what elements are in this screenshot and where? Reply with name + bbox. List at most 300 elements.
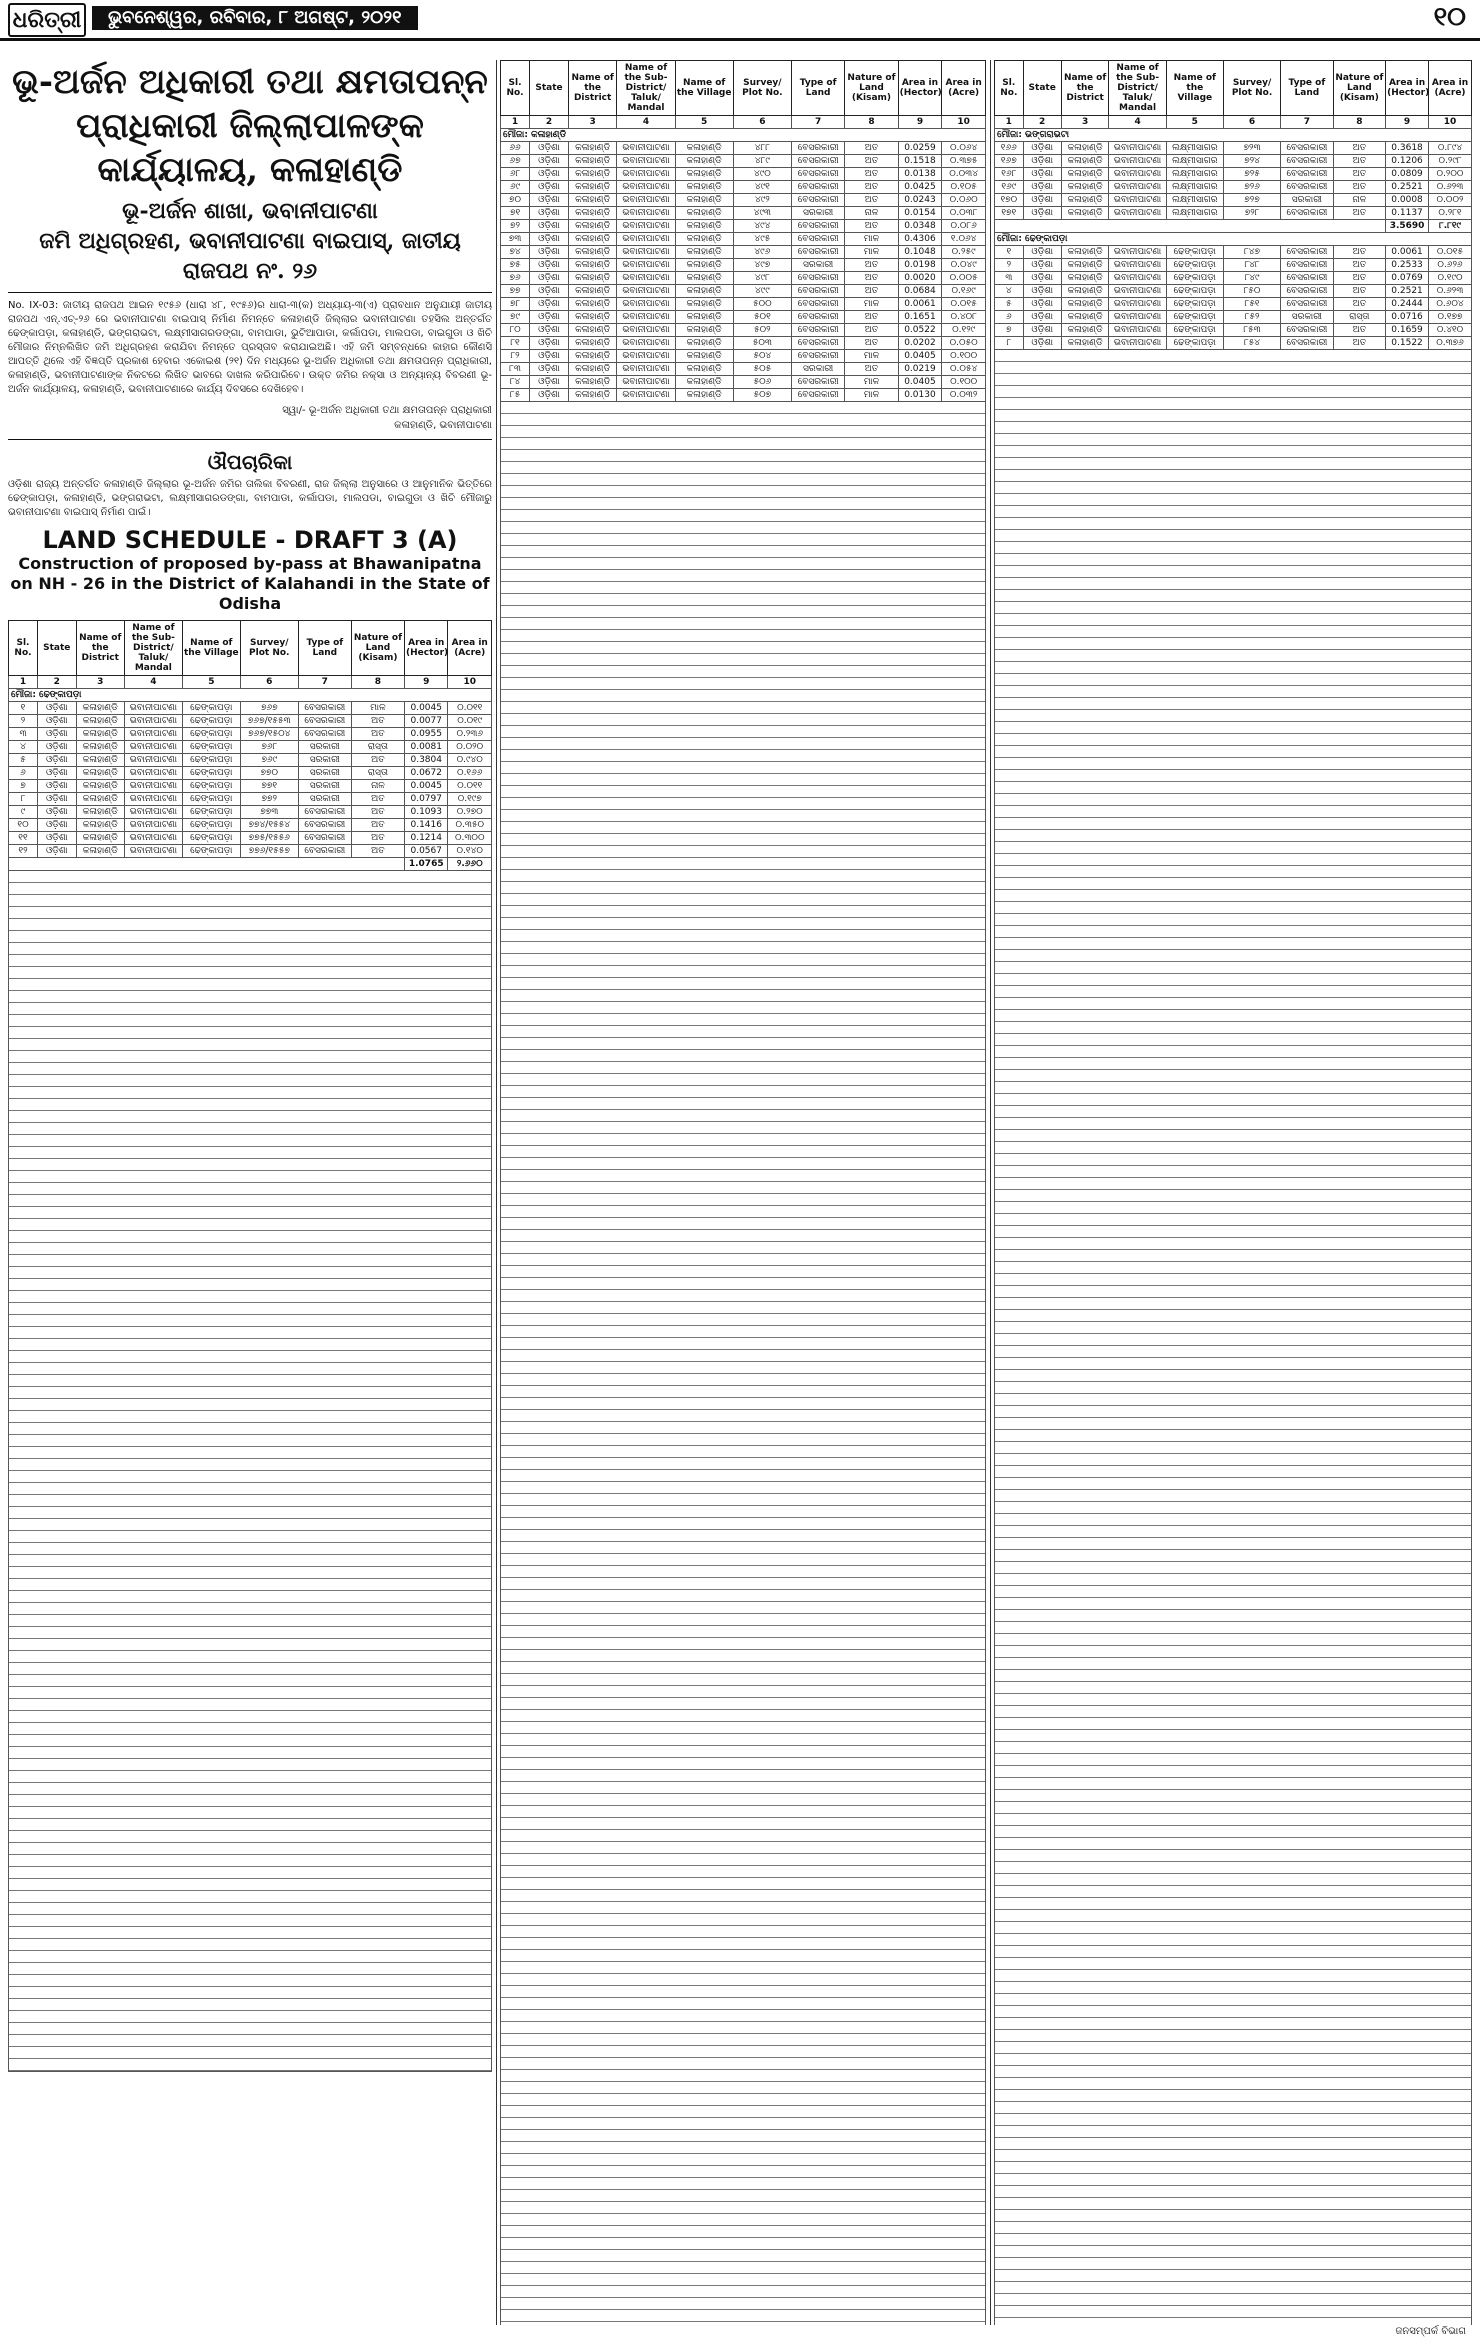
table-cell: ୮୨	[501, 350, 530, 363]
table-cell: ଢେଙ୍କାପଡ଼ା	[1166, 324, 1223, 337]
table-cell: ବେସରକାରୀ	[1281, 272, 1333, 285]
table-cell: ଓଡ଼ିଶା	[530, 350, 569, 363]
table-cell: 1.0765	[405, 858, 448, 871]
column-header: Nature of Land (Kisam)	[845, 61, 898, 116]
table-cell: 10	[942, 116, 986, 129]
table-cell: ବେସରକାରୀ	[791, 350, 844, 363]
table-cell: ଅତ	[845, 337, 898, 350]
table-cell: 0.2521	[1386, 181, 1429, 194]
table-cell: ଅତ	[1333, 181, 1385, 194]
table-cell: ଭବାନୀପାଟଣା	[617, 298, 675, 311]
table-cell: ମାଳ	[845, 389, 898, 402]
table-continuation	[8, 871, 492, 2072]
table-cell: ୯	[9, 806, 38, 819]
table-cell: ବେସରକାରୀ	[791, 220, 844, 233]
table-cell: ୪୯୩	[733, 207, 791, 220]
table-cell: ଭବାନୀପାଟଣା	[124, 793, 182, 806]
table-cell: ବେସରକାରୀ	[1281, 168, 1333, 181]
table-cell: ୦.୧୬୯	[942, 285, 986, 298]
table-cell: ବେସରକାରୀ	[298, 832, 351, 845]
table-cell: ୮୪୮	[1223, 259, 1280, 272]
table-cell: 9	[898, 116, 942, 129]
table-cell: ଓଡ଼ିଶା	[1023, 285, 1061, 298]
column-header: Nature of Land (Kisam)	[1333, 61, 1385, 116]
village-heading-row	[995, 129, 1472, 142]
table-cell: ଓଡ଼ିଶା	[1023, 298, 1061, 311]
table-cell: 3	[76, 676, 124, 689]
table-cell: କଳାହାଣ୍ଡି	[675, 259, 733, 272]
table-continuation	[994, 350, 1472, 2325]
table-cell: ୬୬	[501, 142, 530, 155]
table-cell: ଢେଙ୍କାପଡ଼ା	[182, 806, 240, 819]
table-cell: କଳାହାଣ୍ଡି	[1061, 207, 1109, 220]
table-cell: ଅତ	[1333, 207, 1385, 220]
table-row	[995, 181, 1472, 194]
table-cell: ବେସରକାରୀ	[791, 376, 844, 389]
table-row	[501, 285, 986, 298]
table-cell: 0.1137	[1386, 207, 1429, 220]
table-cell: ୭୭୪/୧୫୫୪	[240, 819, 298, 832]
notice-signature: ସ୍ୱା/- ଭୂ-ଅର୍ଜନ ଅଧିକାରୀ ତଥା କ୍ଷମତାପନ୍ନ ପ୍ରାଧିକାରୀ କଳାହାଣ୍ଡି, ଭବାନୀପାଟଣା	[282, 405, 492, 431]
table-cell: ବେସରକାରୀ	[1281, 246, 1333, 259]
table-cell: କଳାହାଣ୍ଡି	[76, 728, 124, 741]
column-header: Sl. No.	[9, 621, 38, 676]
table-cell: ୪୯୮	[733, 272, 791, 285]
table-cell: ବେସରକାରୀ	[1281, 337, 1333, 350]
table-cell: ଓଡ଼ିଶା	[1023, 181, 1061, 194]
table-cell: ଭବାନୀପାଟଣା	[1109, 142, 1166, 155]
table-row	[501, 350, 986, 363]
table-cell: ଢେଙ୍କାପଡ଼ା	[1166, 337, 1223, 350]
table-cell: କଳାହାଣ୍ଡି	[1061, 246, 1109, 259]
table-cell: କଳାହାଣ୍ଡି	[568, 246, 617, 259]
table-cell: 0.1093	[405, 806, 448, 819]
table-cell: ଓଡ଼ିଶା	[37, 780, 76, 793]
table-cell: ୪	[995, 285, 1024, 298]
divider	[8, 292, 492, 293]
table-cell: 7	[1281, 116, 1333, 129]
table-cell: ୦.୬୨୩	[1429, 285, 1472, 298]
table-cell: ୭୧	[501, 207, 530, 220]
table-cell: ୭୦	[501, 194, 530, 207]
table-cell: ଭବାନୀପାଟଣା	[124, 832, 182, 845]
table-cell: ୦.୦୧୧	[448, 780, 492, 793]
table-row	[995, 324, 1472, 337]
table-cell: ଓଡ଼ିଶା	[530, 181, 569, 194]
table-cell: ୫୦୧	[733, 311, 791, 324]
table-cell: ବେସରକାରୀ	[791, 389, 844, 402]
table-cell: ଓଡ଼ିଶା	[530, 168, 569, 181]
table-cell: ଓଡ଼ିଶା	[530, 337, 569, 350]
table-row	[9, 754, 492, 767]
table-cell: 0.1651	[898, 311, 942, 324]
column-header: Area in (Hector)	[405, 621, 448, 676]
newspaper-logo: ଧରିତ୍ରୀ	[8, 3, 86, 37]
table-row	[501, 246, 986, 259]
table-cell: ୬	[995, 311, 1024, 324]
table-cell: କଳାହାଣ୍ଡି	[675, 246, 733, 259]
table-cell: ଅତ	[1333, 168, 1385, 181]
table-cell: କଳାହାଣ୍ଡି	[568, 389, 617, 402]
table-cell: କଳାହାଣ୍ଡି	[568, 142, 617, 155]
table-row	[9, 832, 492, 845]
column-header: Type of Land	[791, 61, 844, 116]
table-row	[9, 845, 492, 858]
table-cell: ଢେଙ୍କାପଡ଼ା	[182, 780, 240, 793]
table-cell: 6	[1223, 116, 1280, 129]
column-header: Sl. No.	[501, 61, 530, 116]
table-cell: ଭବାନୀପାଟଣା	[1109, 207, 1166, 220]
table-cell: ୫୦୨	[733, 324, 791, 337]
table-cell: କଳାହାଣ୍ଡି	[1061, 337, 1109, 350]
table-cell: ୦.୧୦୦	[942, 350, 986, 363]
table-cell: ୩	[995, 272, 1024, 285]
table-cell: 0.0348	[898, 220, 942, 233]
table-cell: ଅତ	[845, 181, 898, 194]
table-cell: ୪୯୫	[733, 233, 791, 246]
table-row	[995, 246, 1472, 259]
table-cell: ଭବାନୀପାଟଣା	[617, 389, 675, 402]
table-cell: ୭୯	[501, 311, 530, 324]
table-cell: ୦.୦୧୫	[1429, 246, 1472, 259]
table-cell: ଢେଙ୍କାପଡ଼ା	[1166, 298, 1223, 311]
column-header: Name of the Village	[675, 61, 733, 116]
table-cell: ଭବାନୀପାଟଣା	[124, 741, 182, 754]
table-row	[995, 207, 1472, 220]
column-number-row	[995, 116, 1472, 129]
table-cell: ବେସରକାରୀ	[298, 845, 351, 858]
table-cell: ଓଡ଼ିଶା	[37, 832, 76, 845]
table-cell: ୬୯	[501, 181, 530, 194]
table-cell: ବେସରକାରୀ	[791, 285, 844, 298]
table-row	[995, 337, 1472, 350]
table-cell: ୭୭୨	[240, 793, 298, 806]
newspaper-header	[0, 0, 1480, 41]
table-row	[995, 311, 1472, 324]
table-cell: ୬୭	[501, 155, 530, 168]
table-row	[501, 259, 986, 272]
table-cell: ୦.୩୭୬	[1429, 337, 1472, 350]
table-cell: ବେସରକାରୀ	[791, 155, 844, 168]
table-cell: ଓଡ଼ିଶା	[1023, 142, 1061, 155]
table-cell: ଓଡ଼ିଶା	[37, 715, 76, 728]
table-cell: ଢେଙ୍କାପଡ଼ା	[182, 728, 240, 741]
table-cell: ୦.୧୯୦	[1429, 272, 1472, 285]
table-cell: ଭବାନୀପାଟଣା	[124, 715, 182, 728]
table-cell: ୭୩	[501, 233, 530, 246]
table-cell: ଭବାନୀପାଟଣା	[124, 728, 182, 741]
table-cell: ଓଡ଼ିଶା	[1023, 311, 1061, 324]
table-cell: ୭୭୫/୧୫୫୬	[240, 832, 298, 845]
table-cell: ୫୦୬	[733, 376, 791, 389]
table-cell: ୭୭	[501, 285, 530, 298]
table-cell: ମାଳ	[845, 233, 898, 246]
table-cell: 0.1206	[1386, 155, 1429, 168]
table-cell: 3.5690	[1386, 220, 1429, 233]
land-schedule-table	[500, 60, 986, 402]
table-row	[501, 207, 986, 220]
table-cell: ୦.୪୦୮	[942, 311, 986, 324]
table-cell: ଅତ	[351, 806, 404, 819]
table-cell: ମାଳ	[845, 298, 898, 311]
table-cell: ଓଡ଼ିଶା	[1023, 168, 1061, 181]
table-cell: ଭବାନୀପାଟଣା	[1109, 311, 1166, 324]
table-row	[995, 194, 1472, 207]
table-cell: କଳାହାଣ୍ଡି	[568, 155, 617, 168]
annex-title: ଔପଚାରିକା	[207, 450, 293, 474]
column-header: State	[37, 621, 76, 676]
table-cell: ୮୧	[501, 337, 530, 350]
column-header: Survey/ Plot No.	[1223, 61, 1280, 116]
table-cell: ଅତ	[1333, 259, 1385, 272]
table-cell: ଢେଙ୍କାପଡ଼ା	[1166, 272, 1223, 285]
table-cell: ଢେଙ୍କାପଡ଼ା	[182, 832, 240, 845]
table-cell: ଅତ	[351, 819, 404, 832]
table-cell: 0.0202	[898, 337, 942, 350]
table-cell: ୧.୦୬୪	[942, 233, 986, 246]
table-cell: 0.0672	[405, 767, 448, 780]
table-row	[9, 819, 492, 832]
table-cell: 0.1048	[898, 246, 942, 259]
table-cell: 0.0797	[405, 793, 448, 806]
table-cell: ନାଳ	[845, 207, 898, 220]
column-header: Name of the Village	[1166, 61, 1223, 116]
column-header: Survey/ Plot No.	[240, 621, 298, 676]
table-cell: ୪୯୦	[733, 168, 791, 181]
total-spacer	[9, 858, 405, 871]
table-continuation	[500, 402, 986, 2325]
column-one	[8, 60, 492, 2325]
table-cell: ଢେଙ୍କାପଡ଼ା	[182, 702, 240, 715]
table-cell: ଅତ	[351, 754, 404, 767]
table-cell: ୦.୦୦୫	[942, 272, 986, 285]
table-cell: ୦.୦୩୨	[942, 389, 986, 402]
table-cell: ଓଡ଼ିଶା	[1023, 155, 1061, 168]
table-cell: ମୌଜା: ଭଙ୍ଗରାଭଟା	[995, 129, 1472, 142]
schedule-subtitle: Construction of proposed by-pass at Bhawanipatna on NH - 26 in the District of Kalahandi in the State of Odisha	[10, 554, 490, 613]
table-cell: 7	[791, 116, 844, 129]
footer-credit: ଜନସମ୍ପର୍କ ବିଭାଗ	[1395, 2326, 1466, 2337]
table-cell: ୭୭୧	[240, 780, 298, 793]
table-cell: ୭୨୬	[1223, 181, 1280, 194]
table-cell: ଓଡ଼ିଶା	[530, 324, 569, 337]
table-cell: ୧୨	[9, 845, 38, 858]
table-cell: ବେସରକାରୀ	[298, 702, 351, 715]
table-cell: 4	[1109, 116, 1166, 129]
table-cell: ମୌଜା: କଳାହାଣ୍ଡି	[501, 129, 986, 142]
column-header: Name of the Sub-District/ Taluk/ Mandal	[124, 621, 182, 676]
table-cell: ୪୯୧	[733, 181, 791, 194]
column-header: Name of the District	[76, 621, 124, 676]
notice-subtitle-2: ଜମି ଅଧିଗ୍ରହଣ, ଭବାନୀପାଟଣା ବାଇପାସ୍, ଜାତୀୟ ରାଜପଥ ନଂ. ୨୬	[39, 228, 461, 284]
table-cell: ସରକାରୀ	[298, 741, 351, 754]
table-cell: କଳାହାଣ୍ଡି	[568, 220, 617, 233]
table-cell: ଅତ	[351, 793, 404, 806]
table-cell: 0.3618	[1386, 142, 1429, 155]
table-cell: କଳାହାଣ୍ଡି	[568, 311, 617, 324]
table-cell: କଳାହାଣ୍ଡି	[675, 155, 733, 168]
annex-body: ଓଡ଼ିଶା ରାଜ୍ୟ ଅନ୍ତର୍ଗତ କଳାହାଣ୍ଡି ଜିଲ୍ଲାର ଭୂ-ଅର୍ଜନ ଜମିର ତାଲିକା ବିବରଣୀ, ରାଜ ଜିଲ୍ଲା ଅନୁସାରେ ଓ ଆନୁମାନିକ ଭିତ୍ତିରେ ଢେଙ୍କାପଡ଼ା, କଳାହାଣ୍ଡି, ଭଙ୍ଗରାଭଟା, ଲକ୍ଷ୍ମୀସାଗରଡଙ୍ଗା, ବାମପାଡା, କର୍ଲାପଡା, ମାଲପଡା, ବାଇଗୁଡା ଓ ଖିଚି ମୌଜାରୁ ଭବାନୀପାଟଣା ବାଇପାସ୍ ନିର୍ମାଣ ପାଇଁ।	[8, 479, 492, 518]
column-number-row	[501, 116, 986, 129]
table-cell: ସରକାରୀ	[791, 207, 844, 220]
table-cell: ମାଳ	[351, 702, 404, 715]
table-cell: ଅତ	[845, 155, 898, 168]
table-cell: ୦.୨୦୦	[1429, 168, 1472, 181]
table-cell: ଭବାନୀପାଟଣା	[617, 207, 675, 220]
village-heading-row	[995, 233, 1472, 246]
table-cell: କଳାହାଣ୍ଡି	[675, 207, 733, 220]
table-cell: ୨	[995, 259, 1024, 272]
table-cell: 0.0243	[898, 194, 942, 207]
table-cell: ଭବାନୀପାଟଣା	[617, 155, 675, 168]
table-cell: ଭବାନୀପାଟଣା	[124, 754, 182, 767]
table-cell: ୦.୨୮୧	[1429, 207, 1472, 220]
table-cell: କଳାହାଣ୍ଡି	[1061, 194, 1109, 207]
table-cell: 1	[9, 676, 38, 689]
table-cell: ଭବାନୀପାଟଣା	[1109, 337, 1166, 350]
table-cell: ୪	[9, 741, 38, 754]
table-cell: ୦.୦୧୫	[942, 298, 986, 311]
table-cell: ଭବାନୀପାଟଣା	[617, 285, 675, 298]
table-cell: କଳାହାଣ୍ଡି	[675, 220, 733, 233]
table-cell: ୦.୦୦୨	[1429, 194, 1472, 207]
table-cell: ଲକ୍ଷ୍ମୀସାଗର	[1166, 142, 1223, 155]
table-cell: ୦.୨୭୦	[448, 806, 492, 819]
table-cell: ଓଡ଼ିଶା	[37, 845, 76, 858]
column-three	[994, 60, 1472, 2325]
table-cell: ଭବାନୀପାଟଣା	[1109, 181, 1166, 194]
table-row	[995, 285, 1472, 298]
table-cell: ୮୦	[501, 324, 530, 337]
table-cell: ସରକାରୀ	[791, 259, 844, 272]
table-cell: ୧	[9, 702, 38, 715]
table-cell: କଳାହାଣ୍ଡି	[1061, 142, 1109, 155]
table-cell: କଳାହାଣ୍ଡି	[568, 324, 617, 337]
table-cell: 8	[845, 116, 898, 129]
table-cell: ବେସରକାରୀ	[791, 337, 844, 350]
table-cell: ଢେଙ୍କାପଡ଼ା	[182, 819, 240, 832]
table-cell: 0.0130	[898, 389, 942, 402]
table-cell: କଳାହାଣ୍ଡି	[675, 350, 733, 363]
table-row	[9, 780, 492, 793]
table-cell: ୬	[9, 767, 38, 780]
table-cell: ଅତ	[351, 845, 404, 858]
table-cell: କଳାହାଣ୍ଡି	[568, 181, 617, 194]
table-cell: 2	[1023, 116, 1061, 129]
table-cell: ୪୯୭	[733, 259, 791, 272]
table-cell: ଢେଙ୍କାପଡ଼ା	[1166, 311, 1223, 324]
table-cell: ଓଡ଼ିଶା	[37, 754, 76, 767]
table-cell: ୭୨୩	[1223, 142, 1280, 155]
table-cell: ଓଡ଼ିଶା	[1023, 207, 1061, 220]
table-cell: ଭବାନୀପାଟଣା	[1109, 285, 1166, 298]
table-cell: ୭୨୮	[1223, 207, 1280, 220]
table-cell: ସରକାରୀ	[298, 767, 351, 780]
table-row	[501, 142, 986, 155]
table-cell: ଓଡ଼ିଶା	[530, 155, 569, 168]
table-cell: ୭୨୭	[1223, 194, 1280, 207]
table-cell: ୮୫୦	[1223, 285, 1280, 298]
table-cell: ଅତ	[1333, 324, 1385, 337]
page-number: ୧୦	[1433, 2, 1466, 32]
table-cell: 8	[351, 676, 404, 689]
table-cell: ଅତ	[1333, 272, 1385, 285]
column-rule	[496, 60, 497, 2325]
table-cell: ଭବାନୀପାଟଣା	[617, 220, 675, 233]
table-cell: 2	[530, 116, 569, 129]
table-row	[995, 298, 1472, 311]
column-header: Survey/ Plot No.	[733, 61, 791, 116]
table-cell: ଭବାନୀପାଟଣା	[617, 246, 675, 259]
table-cell: କଳାହାଣ୍ଡି	[675, 168, 733, 181]
column-header: State	[530, 61, 569, 116]
table-cell: ୪୯୯	[733, 285, 791, 298]
table-cell: 0.0769	[1386, 272, 1429, 285]
table-row	[9, 793, 492, 806]
table-cell: ସରକାରୀ	[791, 363, 844, 376]
table-cell: କଳାହାଣ୍ଡି	[76, 780, 124, 793]
table-cell: ୮୫୪	[1223, 337, 1280, 350]
table-cell: ଅତ	[845, 311, 898, 324]
table-cell: ୫୦୦	[733, 298, 791, 311]
table-cell: ଢେଙ୍କାପଡ଼ା	[182, 793, 240, 806]
table-cell: ଢେଙ୍କାପଡ଼ା	[1166, 285, 1223, 298]
table-cell: 10	[448, 676, 492, 689]
table-cell: ଓଡ଼ିଶା	[37, 767, 76, 780]
table-cell: ଭବାନୀପାଟଣା	[1109, 246, 1166, 259]
table-cell: ୦.୦୩୪	[942, 168, 986, 181]
table-cell: ବେସରକାରୀ	[1281, 181, 1333, 194]
table-cell: 3	[568, 116, 617, 129]
table-cell: ଭବାନୀପାଟଣା	[124, 780, 182, 793]
table-cell: ଭବାନୀପାଟଣା	[1109, 155, 1166, 168]
table-cell: ୭	[995, 324, 1024, 337]
notice-title: ଭୂ-ଅର୍ଜନ ଅଧିକାରୀ ତଥା କ୍ଷମତାପନ୍ନ ପ୍ରାଧିକାରୀ ଜିଲ୍ଲାପାଳଙ୍କ କାର୍ଯ୍ୟାଳୟ, କଳାହାଣ୍ଡି	[12, 62, 488, 190]
table-cell: ଢେଙ୍କାପଡ଼ା	[182, 741, 240, 754]
table-cell: ୭୬୯	[240, 754, 298, 767]
table-cell: 0.0077	[405, 715, 448, 728]
column-number-row	[9, 676, 492, 689]
table-cell: ଭବାନୀପାଟଣା	[617, 194, 675, 207]
table-cell: ଭବାନୀପାଟଣା	[1109, 259, 1166, 272]
table-cell: ୦.୦୫୪	[942, 363, 986, 376]
table-cell: ୦.୦୧୧	[448, 702, 492, 715]
table-cell: କଳାହାଣ୍ଡି	[1061, 298, 1109, 311]
table-cell: ଢେଙ୍କାପଡ଼ା	[182, 767, 240, 780]
table-cell: ନାଳ	[1333, 194, 1385, 207]
table-cell: ୭୨୪	[1223, 155, 1280, 168]
table-row	[501, 155, 986, 168]
table-cell: କଳାହାଣ୍ଡି	[675, 194, 733, 207]
table-cell: କଳାହାଣ୍ଡି	[76, 832, 124, 845]
table-cell: କଳାହାଣ୍ଡି	[76, 715, 124, 728]
table-cell: ୧୬୯	[995, 181, 1024, 194]
table-cell: ଭବାନୀପାଟଣା	[124, 819, 182, 832]
table-cell: ବେସରକାରୀ	[791, 194, 844, 207]
table-cell: କଳାହାଣ୍ଡି	[76, 702, 124, 715]
table-cell: କଳାହାଣ୍ଡି	[568, 207, 617, 220]
table-cell: ଅତ	[845, 363, 898, 376]
table-cell: ଓଡ଼ିଶା	[1023, 272, 1061, 285]
table-cell: ଓଡ଼ିଶା	[37, 741, 76, 754]
table-cell: ଓଡ଼ିଶା	[37, 702, 76, 715]
table-cell: କଳାହାଣ୍ଡି	[568, 259, 617, 272]
table-cell: ୭୭୬/୧୫୫୭	[240, 845, 298, 858]
table-cell: 0.4306	[898, 233, 942, 246]
table-cell: ଲକ୍ଷ୍ମୀସାଗର	[1166, 181, 1223, 194]
table-cell: ଓଡ଼ିଶା	[530, 363, 569, 376]
table-cell: ଭବାନୀପାଟଣା	[617, 324, 675, 337]
